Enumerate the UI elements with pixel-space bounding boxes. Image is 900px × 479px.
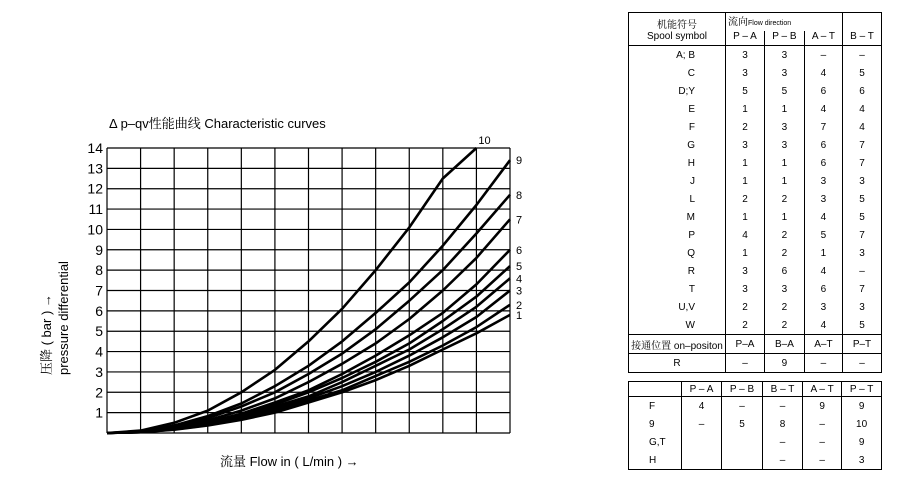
spool-cell: 3 xyxy=(765,118,805,136)
y-tick-label: 11 xyxy=(88,201,103,218)
curve-label-6: 6 xyxy=(516,244,523,257)
flow-header-cn: 流向 xyxy=(728,17,748,28)
spool-symbol: U,V xyxy=(629,298,726,316)
curve-label-8: 8 xyxy=(516,189,523,202)
flow-header-en: Flow direction xyxy=(748,20,792,27)
spool-cell: 6 xyxy=(842,82,881,100)
spool-cell: 6 xyxy=(804,154,842,172)
extra-cell: 3 xyxy=(842,451,882,470)
spool-cell: 7 xyxy=(842,226,881,244)
curve-label-3: 3 xyxy=(516,285,523,298)
spool-cell: 4 xyxy=(726,226,765,244)
spool-cell: 6 xyxy=(804,82,842,100)
spool-cell: 2 xyxy=(726,190,765,208)
extra-cell: 9 xyxy=(803,397,842,416)
spool-symbol: D;Y xyxy=(629,82,726,100)
spool-cell: 2 xyxy=(726,298,765,316)
spool-cell: 7 xyxy=(804,118,842,136)
y-tick-label: 13 xyxy=(87,160,103,177)
onpos-header-row xyxy=(629,335,882,354)
spool-cell: 3 xyxy=(842,172,881,190)
spool-cell: 4 xyxy=(804,208,842,226)
extra-cell: – xyxy=(682,415,722,433)
extra-cell: 5 xyxy=(722,415,763,433)
spool-symbol: M xyxy=(629,208,726,226)
y-axis-label-cn: 压降 ( bar ) → xyxy=(39,294,54,375)
extra-symbol: H xyxy=(629,451,682,470)
extra-row xyxy=(629,415,882,433)
onpos-col-header: P–A xyxy=(726,335,765,354)
onpos-label: 接通位置 on–positon xyxy=(629,335,726,354)
spool-symbol: F xyxy=(629,118,726,136)
spool-row xyxy=(629,262,882,280)
y-tick-label: 3 xyxy=(95,363,103,380)
col-header: B – T xyxy=(842,31,881,46)
spool-cell: 3 xyxy=(726,262,765,280)
y-tick-label: 5 xyxy=(95,323,103,340)
spool-symbol: P xyxy=(629,226,726,244)
spool-cell: 7 xyxy=(842,136,881,154)
col-header: P – A xyxy=(726,31,765,46)
extra-row xyxy=(629,397,882,416)
spool-row xyxy=(629,100,882,118)
spool-row xyxy=(629,118,882,136)
spool-symbol: H xyxy=(629,154,726,172)
extra-cell xyxy=(722,451,763,470)
onpos-col-header: A–T xyxy=(804,335,842,354)
extra-cell: 8 xyxy=(763,415,803,433)
spool-cell: 5 xyxy=(842,190,881,208)
onpos-symbol: R xyxy=(629,354,726,373)
curve-label-5: 5 xyxy=(516,261,523,274)
spool-cell: 5 xyxy=(726,82,765,100)
extra-cell: – xyxy=(803,433,842,451)
spool-cell: 2 xyxy=(726,316,765,335)
extra-row xyxy=(629,433,882,451)
extra-symbol: G,T xyxy=(629,433,682,451)
y-tick-label: 10 xyxy=(87,221,103,238)
spool-cell: 1 xyxy=(804,244,842,262)
extra-cell xyxy=(722,433,763,451)
extra-col-header: P – A xyxy=(682,382,722,397)
spool-row xyxy=(629,208,882,226)
extra-cell: 9 xyxy=(842,433,882,451)
extra-cell: 9 xyxy=(842,397,882,416)
spool-cell: – xyxy=(804,46,842,65)
extra-symbol: F xyxy=(629,397,682,416)
spool-row xyxy=(629,280,882,298)
spool-cell: 2 xyxy=(765,226,805,244)
spool-cell: 3 xyxy=(765,280,805,298)
spool-cell: 7 xyxy=(842,154,881,172)
spool-cell: 1 xyxy=(765,154,805,172)
spool-cell: 2 xyxy=(726,118,765,136)
spool-symbol: T xyxy=(629,280,726,298)
extra-column-headers xyxy=(629,382,882,397)
extra-cell: – xyxy=(763,433,803,451)
onpos-cell: – xyxy=(842,354,881,373)
spool-cell: 5 xyxy=(804,226,842,244)
spool-cell: 5 xyxy=(842,64,881,82)
spool-row xyxy=(629,190,882,208)
extra-cell: 10 xyxy=(842,415,882,433)
extra-flow-table xyxy=(628,381,882,470)
curve-label-7: 7 xyxy=(516,214,523,227)
spool-cell: 7 xyxy=(842,280,881,298)
spool-cell: 3 xyxy=(726,64,765,82)
spool-cell: – xyxy=(842,262,881,280)
y-tick-label: 9 xyxy=(95,241,103,258)
spool-cell: 5 xyxy=(842,316,881,335)
spool-row xyxy=(629,172,882,190)
spool-symbol: G xyxy=(629,136,726,154)
onpos-cell: – xyxy=(726,354,765,373)
y-tick-label: 12 xyxy=(87,180,103,197)
spool-row xyxy=(629,316,882,335)
flow-direction-header-end xyxy=(842,13,881,32)
extra-col-header: B – T xyxy=(763,382,803,397)
spool-header-en: Spool symbol xyxy=(646,31,708,42)
extra-symbol: 9 xyxy=(629,415,682,433)
onpos-col-header: P–T xyxy=(842,335,881,354)
spool-row xyxy=(629,226,882,244)
spool-cell: 4 xyxy=(804,100,842,118)
spool-cell: 2 xyxy=(765,298,805,316)
extra-cell xyxy=(682,451,722,470)
spool-row xyxy=(629,154,882,172)
spool-symbol: A; B xyxy=(629,46,726,65)
spool-cell: 3 xyxy=(804,172,842,190)
extra-cell: – xyxy=(803,415,842,433)
spool-flow-table xyxy=(628,12,882,373)
extra-col-header xyxy=(629,382,682,397)
spool-cell: 4 xyxy=(842,100,881,118)
extra-cell: – xyxy=(722,397,763,416)
spool-symbol: E xyxy=(629,100,726,118)
extra-col-header: P – T xyxy=(842,382,882,397)
extra-cell: 4 xyxy=(682,397,722,416)
spool-cell: 1 xyxy=(726,154,765,172)
spool-cell: 3 xyxy=(804,190,842,208)
spool-cell: 4 xyxy=(804,64,842,82)
spool-cell: 3 xyxy=(726,136,765,154)
spool-row xyxy=(629,82,882,100)
y-axis-label-en: pressure differential xyxy=(56,261,71,375)
curve-label-4: 4 xyxy=(516,273,523,286)
curve-label-2: 2 xyxy=(516,299,523,312)
spool-cell: 2 xyxy=(765,316,805,335)
spool-cell: 4 xyxy=(804,316,842,335)
spool-cell: 1 xyxy=(765,208,805,226)
y-tick-label: 7 xyxy=(95,282,103,299)
onpos-row xyxy=(629,354,882,373)
spool-cell: 5 xyxy=(765,82,805,100)
y-tick-label: 8 xyxy=(95,262,103,279)
spool-cell: 4 xyxy=(842,118,881,136)
spool-cell: 5 xyxy=(842,208,881,226)
curve-label-10: 10 xyxy=(478,135,491,147)
y-tick-label: 14 xyxy=(87,140,103,156)
spool-symbol: W xyxy=(629,316,726,335)
spool-cell: 1 xyxy=(765,100,805,118)
spool-symbol: Q xyxy=(629,244,726,262)
spool-cell: 3 xyxy=(765,46,805,65)
spool-row xyxy=(629,46,882,65)
spool-row xyxy=(629,298,882,316)
spool-cell: 1 xyxy=(765,172,805,190)
spool-cell: 3 xyxy=(842,298,881,316)
onpos-cell: 9 xyxy=(765,354,805,373)
spool-cell: 6 xyxy=(765,262,805,280)
spool-symbol: R xyxy=(629,262,726,280)
spool-cell: – xyxy=(842,46,881,65)
spool-row xyxy=(629,244,882,262)
y-tick-label: 4 xyxy=(95,343,103,360)
spool-header-cn: 机能符号 xyxy=(657,20,697,31)
spool-cell: 3 xyxy=(765,136,805,154)
extra-col-header: A – T xyxy=(803,382,842,397)
y-tick-label: 2 xyxy=(95,384,103,401)
spool-cell: 3 xyxy=(726,280,765,298)
extra-rows xyxy=(629,397,882,470)
spool-symbol-header xyxy=(629,13,726,46)
extra-cell: – xyxy=(763,397,803,416)
spool-cell: 1 xyxy=(726,172,765,190)
spool-cell: 3 xyxy=(726,46,765,65)
extra-cell: – xyxy=(803,451,842,470)
extra-col-header: P – B xyxy=(722,382,763,397)
spool-cell: 3 xyxy=(804,298,842,316)
spool-symbol: C xyxy=(629,64,726,82)
flow-direction-header xyxy=(726,13,843,32)
spool-cell: 6 xyxy=(804,136,842,154)
curve-label-1: 1 xyxy=(516,309,523,322)
spool-cell: 6 xyxy=(804,280,842,298)
spool-symbol: L xyxy=(629,190,726,208)
spool-cell: 4 xyxy=(804,262,842,280)
extra-row xyxy=(629,451,882,470)
onpos-col-header: B–A xyxy=(765,335,805,354)
chart-title: Δ p–qv性能曲线 Characteristic curves xyxy=(109,116,326,131)
spool-cell: 3 xyxy=(842,244,881,262)
spool-cell: 2 xyxy=(765,190,805,208)
extra-cell: – xyxy=(763,451,803,470)
onpos-cell: – xyxy=(804,354,842,373)
spool-row xyxy=(629,64,882,82)
onpos-section xyxy=(629,335,882,373)
spool-cell: 1 xyxy=(726,208,765,226)
spool-cell: 3 xyxy=(765,64,805,82)
spool-cell: 1 xyxy=(726,100,765,118)
spool-row xyxy=(629,136,882,154)
curve-label-9: 9 xyxy=(516,155,523,168)
y-tick-label: 6 xyxy=(95,302,103,319)
extra-cell xyxy=(682,433,722,451)
x-axis-label: 流量 Flow in ( L/min ) → xyxy=(220,454,359,469)
col-header: A – T xyxy=(804,31,842,46)
y-tick-label: 1 xyxy=(95,404,103,421)
spool-cell: 2 xyxy=(765,244,805,262)
spool-rows xyxy=(629,46,882,335)
col-header: P – B xyxy=(765,31,805,46)
spool-symbol: J xyxy=(629,172,726,190)
spool-cell: 1 xyxy=(726,244,765,262)
